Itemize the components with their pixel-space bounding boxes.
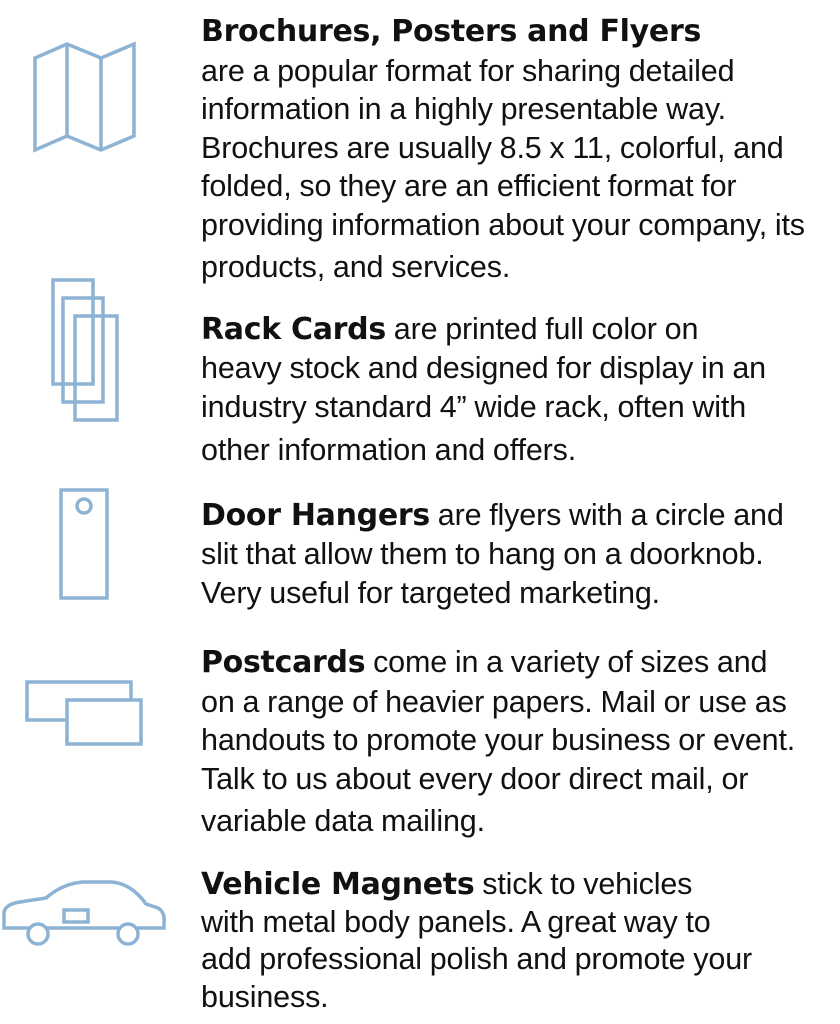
item-brochures-line: Brochures are usually 8.5 x 11, colorful, and [201, 130, 784, 165]
item-postcards-line: come in a variety of sizes and [373, 645, 768, 679]
item-rack-cards [201, 310, 840, 470]
item-brochures-title: Brochures, Posters and Flyers [201, 14, 701, 49]
item-vehicle-magnets-line: stick to vehicles [482, 867, 693, 901]
item-rack-cards-title: Rack Cards [201, 312, 386, 347]
item-brochures-line: folded, so they are an efficient format for [201, 169, 737, 203]
item-door-hangers-title: Door Hangers [201, 498, 430, 533]
item-brochures-line: information in a highly presentable way. [201, 92, 726, 126]
item-vehicle-magnets-title: Vehicle Magnets [201, 867, 475, 902]
rack-cards-icon [51, 278, 121, 424]
item-rack-cards-line: other information and offers. [201, 433, 577, 467]
postcards-icon [25, 680, 145, 748]
item-vehicle-magnets-line: with metal body panels. A great way to [201, 904, 711, 939]
item-rack-cards-line: heavy stock and designed for display in an [201, 351, 766, 385]
item-brochures-line: providing information about your company, its [201, 207, 805, 242]
item-door-hangers [201, 496, 840, 613]
item-vehicle-magnets-line: business. [201, 979, 329, 1014]
item-postcards-line: Talk to us about every door direct mail, or [201, 761, 749, 796]
door-hanger-icon [59, 488, 109, 602]
item-postcards-title: Postcards [201, 645, 366, 680]
item-door-hangers-line: Very useful for targeted marketing. [201, 576, 660, 610]
item-brochures-line: are a popular format for sharing detailed [201, 53, 735, 88]
car-icon [0, 878, 168, 950]
item-door-hangers-line: are flyers with a circle and [437, 498, 784, 532]
item-rack-cards-line: industry standard 4” wide rack, often with [201, 390, 747, 424]
folded-brochure-icon [33, 42, 137, 154]
item-vehicle-magnets [201, 866, 840, 1016]
item-brochures-line: products, and services. [201, 250, 511, 284]
item-postcards-line: handouts to promote your business or event. [201, 723, 796, 757]
item-vehicle-magnets-line: add professional polish and promote your [201, 942, 753, 976]
item-door-hangers-line: slit that allow them to hang on a doorknob. [201, 537, 764, 571]
item-postcards-line: variable data mailing. [201, 804, 485, 838]
item-postcards [201, 643, 840, 841]
item-postcards-line: on a range of heavier papers. Mail or use as [201, 684, 787, 719]
item-rack-cards-line: are printed full color on [393, 312, 699, 346]
item-brochures [201, 12, 840, 287]
